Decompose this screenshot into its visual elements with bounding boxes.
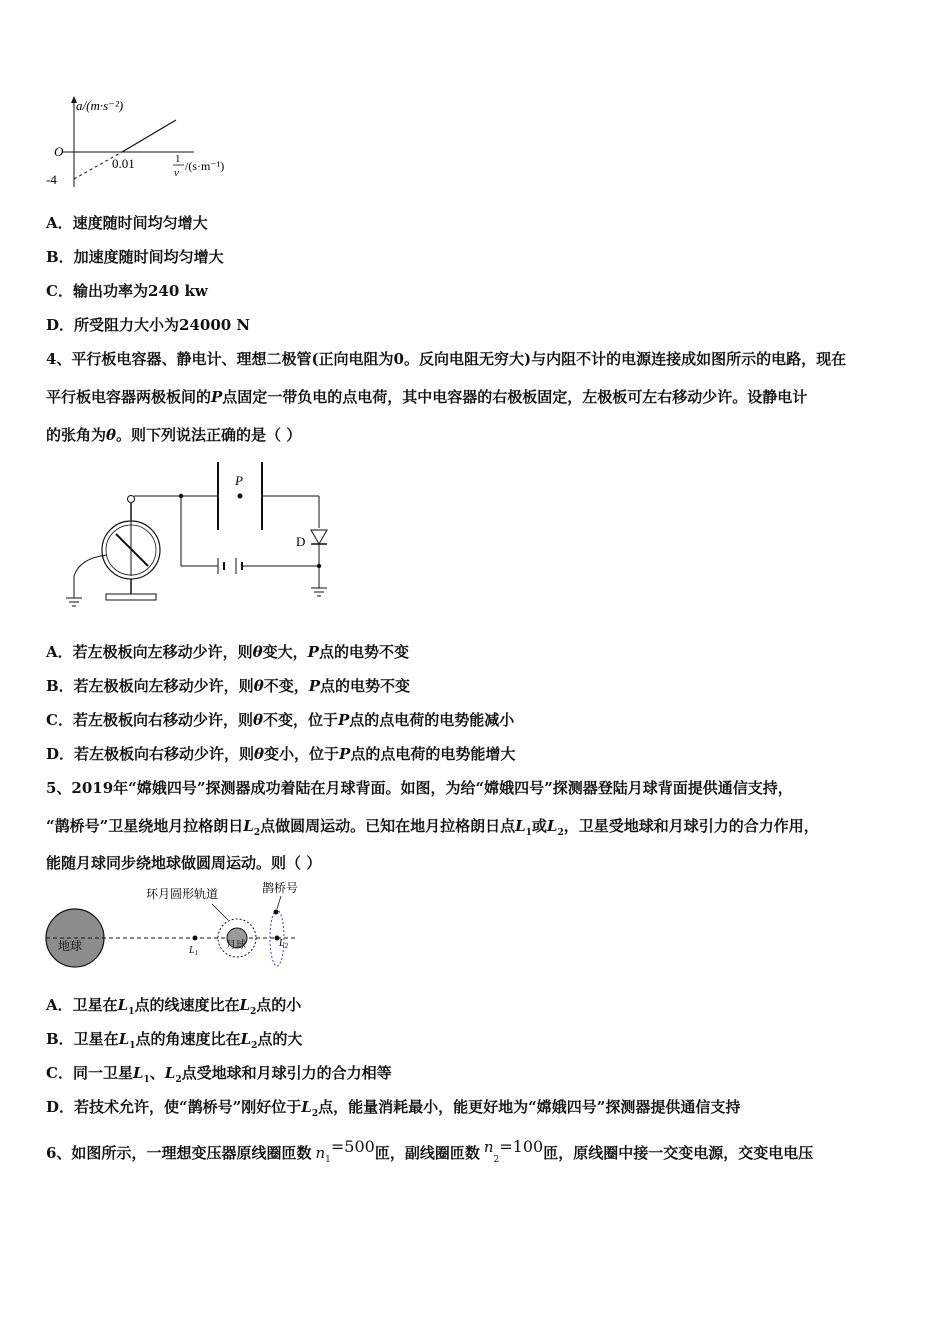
q5-stem-line2 <box>46 815 819 838</box>
q3-option-b: B．加速度随时间均匀增大 <box>46 248 224 266</box>
option-text: D．若左极板向右移动少许，则 <box>46 745 255 763</box>
var-theta: θ <box>254 745 265 763</box>
acceleration-graph <box>44 92 254 192</box>
option-text: 点的电势不变 <box>318 643 409 661</box>
var-n1: n <box>315 1144 326 1162</box>
subscript: 2 <box>557 828 564 838</box>
point-l1-label <box>188 945 198 957</box>
subscript: 2 <box>311 1109 319 1119</box>
option-text: 不变， <box>263 677 309 695</box>
diode-label: D <box>296 534 306 549</box>
label-l: L <box>279 938 285 949</box>
subscript: 1 <box>128 1007 135 1017</box>
q4-var-theta: θ <box>106 426 117 444</box>
q4-option-c <box>46 709 514 730</box>
var-l: L <box>118 1030 130 1048</box>
option-text: A．若左极板向左移动少许，则 <box>46 643 253 661</box>
var-l: L <box>132 1064 144 1082</box>
var-p: P <box>307 643 319 661</box>
option-text: 点的小 <box>256 996 302 1014</box>
var-l: L <box>243 817 254 835</box>
subscript: 1 <box>325 1155 331 1165</box>
q4-stem-text: 的张角为 <box>46 426 107 444</box>
ground-wire <box>74 555 107 598</box>
graph-svg <box>44 92 254 192</box>
electrometer-terminal <box>128 496 135 503</box>
var-l: L <box>164 1064 176 1082</box>
subscript: 2 <box>251 1041 258 1051</box>
option-text: 点的点电荷的电势能减小 <box>349 711 515 729</box>
option-text: 点，能量消耗最小，能更好地为“嫦娥四号”探测器提供通信支持 <box>318 1098 741 1116</box>
capacitor-circuit-diagram <box>60 458 350 614</box>
option-text: 点的电势不变 <box>320 677 411 695</box>
q4-stem-line3 <box>46 424 301 445</box>
q6-stem-line1 <box>46 1137 814 1165</box>
option-text: B．若左极板向左移动少许，则 <box>46 677 254 695</box>
label-l: L <box>189 945 195 956</box>
var-theta: θ <box>253 677 264 695</box>
option-text: D．若技术允许，使“鹊桥号”刚好位于 <box>46 1098 302 1116</box>
point-l2-label <box>278 938 289 950</box>
q4-stem-text: 。则下列说法正确的是（ ） <box>116 426 302 444</box>
option-text: 点受地球和月球引力的合力相等 <box>181 1064 392 1082</box>
option-text: 点的角速度比在 <box>135 1030 241 1048</box>
var-l: L <box>239 996 251 1014</box>
var-l: L <box>240 1030 252 1048</box>
q6-stem-text: 匝，副线圈匝数 <box>374 1144 480 1162</box>
q5-option-b <box>46 1028 302 1051</box>
option-text: A．卫星在 <box>46 996 118 1014</box>
point-p-label: P <box>235 473 243 488</box>
q4-stem-line2 <box>46 386 807 407</box>
subscript: 2 <box>250 1007 257 1017</box>
q4-var-p: P <box>211 388 223 406</box>
q4-option-a <box>46 641 409 662</box>
q4-option-d <box>46 743 515 764</box>
queqiao-pointer <box>277 896 281 909</box>
var-n2: n <box>483 1138 494 1156</box>
q3-option-c: C．输出功率为240 kw <box>46 282 208 300</box>
subscript: 2 <box>175 1075 182 1085</box>
var-p: P <box>308 677 320 695</box>
n2-value: =100 <box>499 1137 544 1156</box>
earth-moon-svg <box>40 876 310 976</box>
q5-option-d <box>46 1096 740 1119</box>
earth-label: 地球 <box>58 939 83 953</box>
x-label-unit: /(s·m⁻¹) <box>185 159 225 173</box>
subscript: 1 <box>143 1075 150 1085</box>
origin-label: O <box>54 144 64 159</box>
var-theta: θ <box>252 643 263 661</box>
point-p <box>238 494 243 499</box>
var-p: P <box>337 711 350 729</box>
x-label-den: v <box>174 167 179 179</box>
option-text: 变大， <box>262 643 308 661</box>
var-l: L <box>301 1098 312 1116</box>
q3-option-d: D．所受阻力大小为24000 N <box>46 316 251 334</box>
queqiao-satellite-icon <box>274 910 279 915</box>
earth-moon-diagram <box>40 876 310 976</box>
n1-value: =500 <box>330 1137 375 1156</box>
var-l: L <box>117 996 129 1014</box>
label-sub: 1 <box>194 949 199 957</box>
orbit-label: 环月圆形轨道 <box>146 887 219 901</box>
x-tick-label: 0.01 <box>112 156 135 171</box>
q4-stem-text: 点固定一带负电的点电荷，其中电容器的右极板固定，左极板可左右移动少许。设静电计 <box>222 388 808 406</box>
q4-stem-text: 平行板电容器两极板间的 <box>46 388 212 406</box>
option-text: 、 <box>149 1064 165 1082</box>
q4-option-b <box>46 675 410 696</box>
q6-stem-text: 6、如图所示，一理想变压器原线圈匝数 <box>46 1144 312 1162</box>
point-l1 <box>193 936 198 941</box>
label-sub: 2 <box>284 942 289 950</box>
option-text: 不变，位于 <box>262 711 338 729</box>
q5-option-a <box>46 994 301 1017</box>
subscript: 1 <box>525 828 532 838</box>
orbit-pointer <box>212 904 228 920</box>
option-text: 点的线速度比在 <box>134 996 240 1014</box>
moon-label: 月球 <box>226 940 246 951</box>
option-text: 点的点电荷的电势能增大 <box>350 745 516 763</box>
q4-stem-line1: 4、平行板电容器、静电计、理想二极管(正向电阻为0。反向电阻无穷大)与内阻不计的电源连接成如图所示的电路，现在 <box>46 350 847 368</box>
option-text: 变小，位于 <box>264 745 340 763</box>
subscript: 2 <box>493 1155 500 1165</box>
circuit-svg <box>60 458 350 614</box>
var-theta: θ <box>252 711 263 729</box>
q5-option-c <box>46 1062 392 1085</box>
electrometer-base <box>106 594 156 600</box>
q3-option-a: A．速度随时间均匀增大 <box>46 214 208 232</box>
q5-stem-text: 或 <box>531 817 547 835</box>
q5-stem-text: 点做圆周运动。已知在地月拉格朗日点 <box>260 817 516 835</box>
q5-stem-text: ，卫星受地球和月球引力的合力作用， <box>563 817 819 835</box>
var-l: L <box>546 817 558 835</box>
option-text: C．若左极板向右移动少许，则 <box>46 711 253 729</box>
q5-stem-text: “鹊桥号”卫星绕地月拉格朗日 <box>46 817 244 835</box>
subscript: 1 <box>129 1041 136 1051</box>
subscript: 2 <box>253 828 261 838</box>
option-text: C．同一卫星 <box>46 1064 133 1082</box>
option-text: B．卫星在 <box>46 1030 119 1048</box>
q5-stem-line1: 5、2019年“嫦娥四号”探测器成功着陆在月球背面。如图，为给“嫦娥四号”探测器登陆月球背面提供通信支持， <box>46 779 793 797</box>
var-p: P <box>339 745 351 763</box>
queqiao-label: 鹊桥号 <box>262 881 299 895</box>
junction-bottom <box>317 564 321 568</box>
diode-icon <box>311 530 327 544</box>
var-l: L <box>515 817 526 835</box>
y-axis-label: a/(m·s⁻²) <box>76 98 124 113</box>
y-tick-label: -4 <box>46 172 57 187</box>
option-text: 点的大 <box>257 1030 303 1048</box>
x-label-num: 1 <box>175 153 181 165</box>
q5-stem-line3: 能随月球同步绕地球做圆周运动。则（ ） <box>46 854 322 872</box>
q6-stem-text: 匝，原线圈中接一交变电源，交变电电压 <box>543 1144 814 1162</box>
graph-line <box>122 120 176 152</box>
